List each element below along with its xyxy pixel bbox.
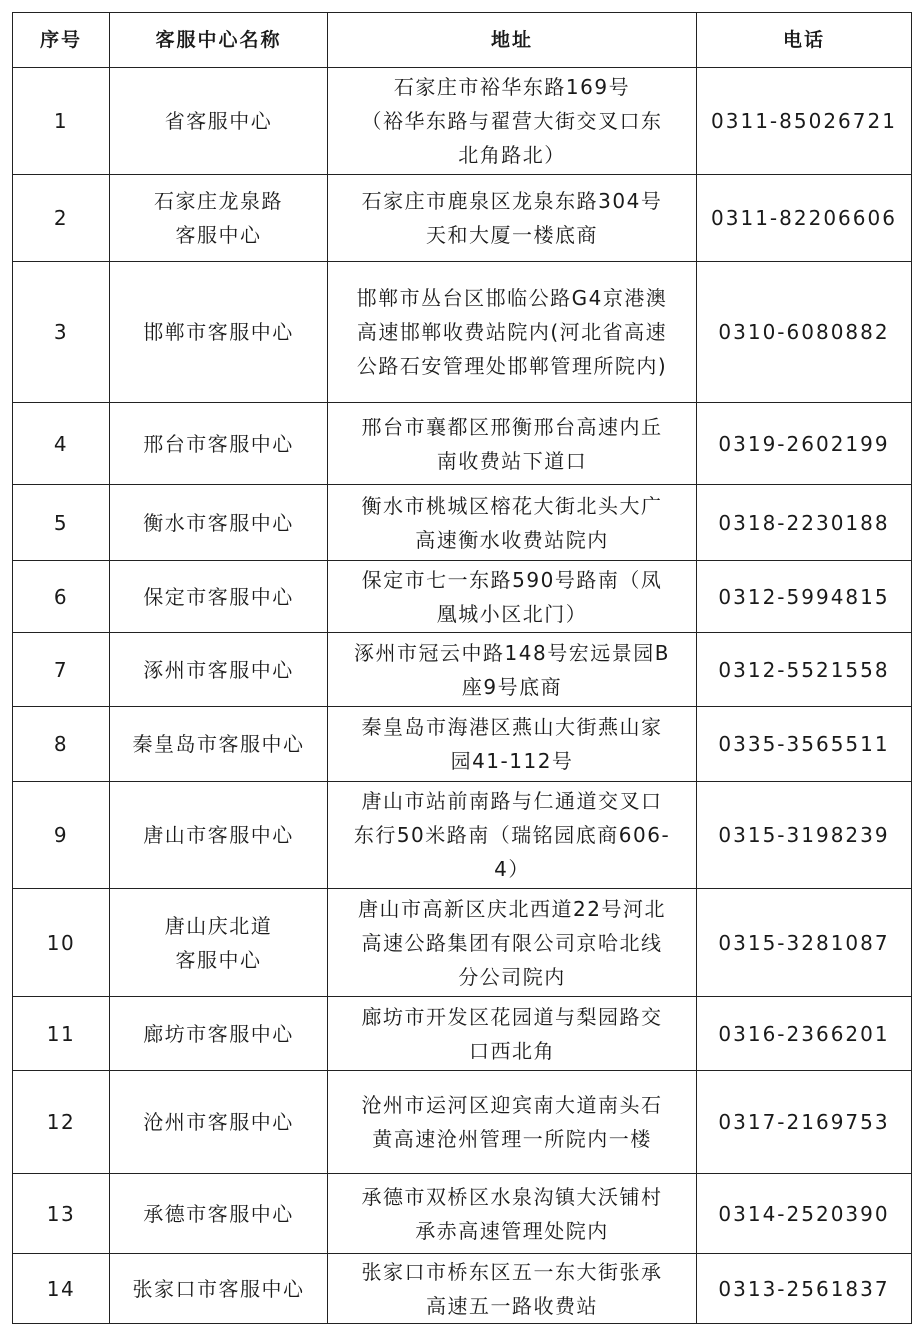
name-line: 廊坊市客服中心 bbox=[143, 1021, 294, 1046]
name-line: 张家口市客服中心 bbox=[132, 1276, 305, 1301]
address-line: 涿州市冠云中路148号宏远景园B bbox=[354, 640, 670, 665]
address-line: 廊坊市开发区花园道与梨园路交 bbox=[361, 1004, 663, 1029]
cell-phone: 0335-3565511 bbox=[697, 707, 912, 782]
table-row bbox=[13, 782, 912, 889]
cell-phone: 0315-3281087 bbox=[697, 889, 912, 997]
cell-phone: 0312-5994815 bbox=[697, 561, 912, 633]
cell-name bbox=[110, 997, 328, 1071]
cell-phone: 0316-2366201 bbox=[697, 997, 912, 1071]
address-line: 座9号底商 bbox=[461, 674, 563, 699]
header-phone: 电话 bbox=[697, 13, 912, 68]
address-line: 邯郸市丛台区邯临公路G4京港澳 bbox=[356, 286, 668, 310]
cell-index: 5 bbox=[13, 485, 110, 561]
header-index: 序号 bbox=[13, 13, 110, 68]
cell-index: 14 bbox=[13, 1254, 110, 1324]
name-line: 涿州市客服中心 bbox=[143, 657, 294, 682]
name-line: 客服中心 bbox=[175, 947, 262, 972]
cell-index: 8 bbox=[13, 707, 110, 782]
address-line: 园41-112号 bbox=[450, 749, 574, 773]
table-row bbox=[13, 633, 912, 707]
cell-index: 10 bbox=[13, 889, 110, 997]
name-line: 秦皇岛市客服中心 bbox=[132, 732, 305, 756]
cell-phone: 0310-6080882 bbox=[697, 262, 912, 403]
table-row bbox=[13, 997, 912, 1071]
table-row bbox=[13, 485, 912, 561]
cell-phone: 0313-2561837 bbox=[697, 1254, 912, 1324]
cell-name bbox=[110, 485, 328, 561]
cell-name bbox=[110, 633, 328, 707]
table-row bbox=[13, 403, 912, 485]
table-row bbox=[13, 262, 912, 403]
cell-address bbox=[328, 889, 697, 997]
address-line: 凰城小区北门） bbox=[436, 601, 588, 626]
address-line: 秦皇岛市海港区燕山大街燕山家 bbox=[361, 715, 663, 739]
cell-name bbox=[110, 707, 328, 782]
table-row bbox=[13, 1254, 912, 1324]
cell-name bbox=[110, 1174, 328, 1254]
address-line: 高速衡水收费站院内 bbox=[415, 527, 609, 552]
name-line: 保定市客服中心 bbox=[143, 584, 294, 609]
cell-address bbox=[328, 1071, 697, 1174]
name-line: 省客服中心 bbox=[164, 109, 273, 133]
cell-address bbox=[328, 485, 697, 561]
cell-address bbox=[328, 707, 697, 782]
cell-name bbox=[110, 175, 328, 262]
cell-phone: 0314-2520390 bbox=[697, 1174, 912, 1254]
cell-index: 2 bbox=[13, 175, 110, 262]
cell-address bbox=[328, 561, 697, 633]
name-line: 客服中心 bbox=[175, 223, 262, 247]
cell-phone: 0311-82206606 bbox=[697, 175, 912, 262]
name-line: 邢台市客服中心 bbox=[143, 431, 294, 456]
address-line: 唐山市站前南路与仁通道交叉口 bbox=[361, 789, 663, 813]
cell-name bbox=[110, 782, 328, 889]
cell-address bbox=[328, 997, 697, 1071]
table-row bbox=[13, 561, 912, 633]
address-line: 衡水市桃城区榕花大街北头大广 bbox=[361, 493, 663, 518]
address-line: 南收费站下道口 bbox=[436, 448, 588, 473]
address-line: 承赤高速管理处院内 bbox=[415, 1218, 609, 1243]
table-body bbox=[13, 68, 912, 1324]
address-line: 石家庄市鹿泉区龙泉东路304号 bbox=[361, 189, 663, 213]
address-line: 黄高速沧州管理一所院内一楼 bbox=[372, 1127, 652, 1151]
cell-name bbox=[110, 403, 328, 485]
cell-address bbox=[328, 262, 697, 403]
cell-address bbox=[328, 1174, 697, 1254]
cell-address bbox=[328, 403, 697, 485]
cell-index: 4 bbox=[13, 403, 110, 485]
cell-address bbox=[328, 175, 697, 262]
address-line: 承德市双桥区水泉沟镇大沃铺村 bbox=[361, 1184, 663, 1209]
cell-index: 9 bbox=[13, 782, 110, 889]
name-line: 唐山市客服中心 bbox=[143, 823, 294, 847]
cell-index: 1 bbox=[13, 68, 110, 175]
name-line: 石家庄龙泉路 bbox=[154, 189, 283, 213]
address-line: 邢台市襄都区邢衡邢台高速内丘 bbox=[361, 414, 663, 439]
cell-index: 6 bbox=[13, 561, 110, 633]
name-line: 沧州市客服中心 bbox=[143, 1110, 294, 1134]
address-line: 北角路北） bbox=[458, 143, 566, 167]
table-header-row bbox=[13, 13, 912, 68]
address-line: 高速五一路收费站 bbox=[426, 1293, 598, 1318]
cell-index: 11 bbox=[13, 997, 110, 1071]
name-line: 邯郸市客服中心 bbox=[143, 320, 294, 344]
address-line: 分公司院内 bbox=[458, 964, 566, 989]
address-line: 公路石安管理处邯郸管理所院内) bbox=[356, 354, 668, 378]
cell-address bbox=[328, 633, 697, 707]
address-line: 保定市七一东路590号路南（凤 bbox=[361, 567, 663, 592]
cell-phone: 0319-2602199 bbox=[697, 403, 912, 485]
cell-name bbox=[110, 889, 328, 997]
address-line: 东行50米路南（瑞铭园底商606- bbox=[353, 823, 671, 847]
cell-index: 13 bbox=[13, 1174, 110, 1254]
table-row bbox=[13, 707, 912, 782]
cell-phone: 0315-3198239 bbox=[697, 782, 912, 889]
table-row bbox=[13, 1071, 912, 1174]
table-row bbox=[13, 889, 912, 997]
cell-phone: 0312-5521558 bbox=[697, 633, 912, 707]
cell-index: 7 bbox=[13, 633, 110, 707]
address-line: 石家庄市裕华东路169号 bbox=[393, 75, 631, 99]
address-line: 4） bbox=[494, 857, 530, 881]
cell-name bbox=[110, 561, 328, 633]
address-line: 天和大厦一楼底商 bbox=[426, 223, 598, 247]
name-line: 唐山庆北道 bbox=[164, 913, 273, 938]
name-line: 承德市客服中心 bbox=[143, 1201, 294, 1226]
header-name: 客服中心名称 bbox=[110, 13, 328, 68]
cell-address bbox=[328, 1254, 697, 1324]
table-row bbox=[13, 175, 912, 262]
cell-name bbox=[110, 68, 328, 175]
address-line: 高速公路集团有限公司京哈北线 bbox=[361, 930, 663, 955]
cell-index: 3 bbox=[13, 262, 110, 403]
table-row bbox=[13, 68, 912, 175]
cell-address bbox=[328, 68, 697, 175]
cell-address bbox=[328, 782, 697, 889]
table-row bbox=[13, 1174, 912, 1254]
cell-phone: 0311-85026721 bbox=[697, 68, 912, 175]
name-line: 衡水市客服中心 bbox=[143, 510, 294, 535]
cell-name bbox=[110, 262, 328, 403]
address-line: 张家口市桥东区五一东大街张承 bbox=[361, 1259, 663, 1284]
cell-name bbox=[110, 1254, 328, 1324]
cell-phone: 0318-2230188 bbox=[697, 485, 912, 561]
cell-phone: 0317-2169753 bbox=[697, 1071, 912, 1174]
header-address: 地址 bbox=[328, 13, 697, 68]
address-line: 口西北角 bbox=[469, 1038, 555, 1063]
service-center-table bbox=[12, 12, 912, 1324]
cell-index: 12 bbox=[13, 1071, 110, 1174]
address-line: 高速邯郸收费站院内(河北省高速 bbox=[356, 320, 668, 344]
address-line: （裕华东路与翟营大街交叉口东 bbox=[361, 109, 663, 133]
cell-name bbox=[110, 1071, 328, 1174]
address-line: 唐山市高新区庆北西道22号河北 bbox=[358, 896, 666, 921]
address-line: 沧州市运河区迎宾南大道南头石 bbox=[361, 1093, 663, 1117]
